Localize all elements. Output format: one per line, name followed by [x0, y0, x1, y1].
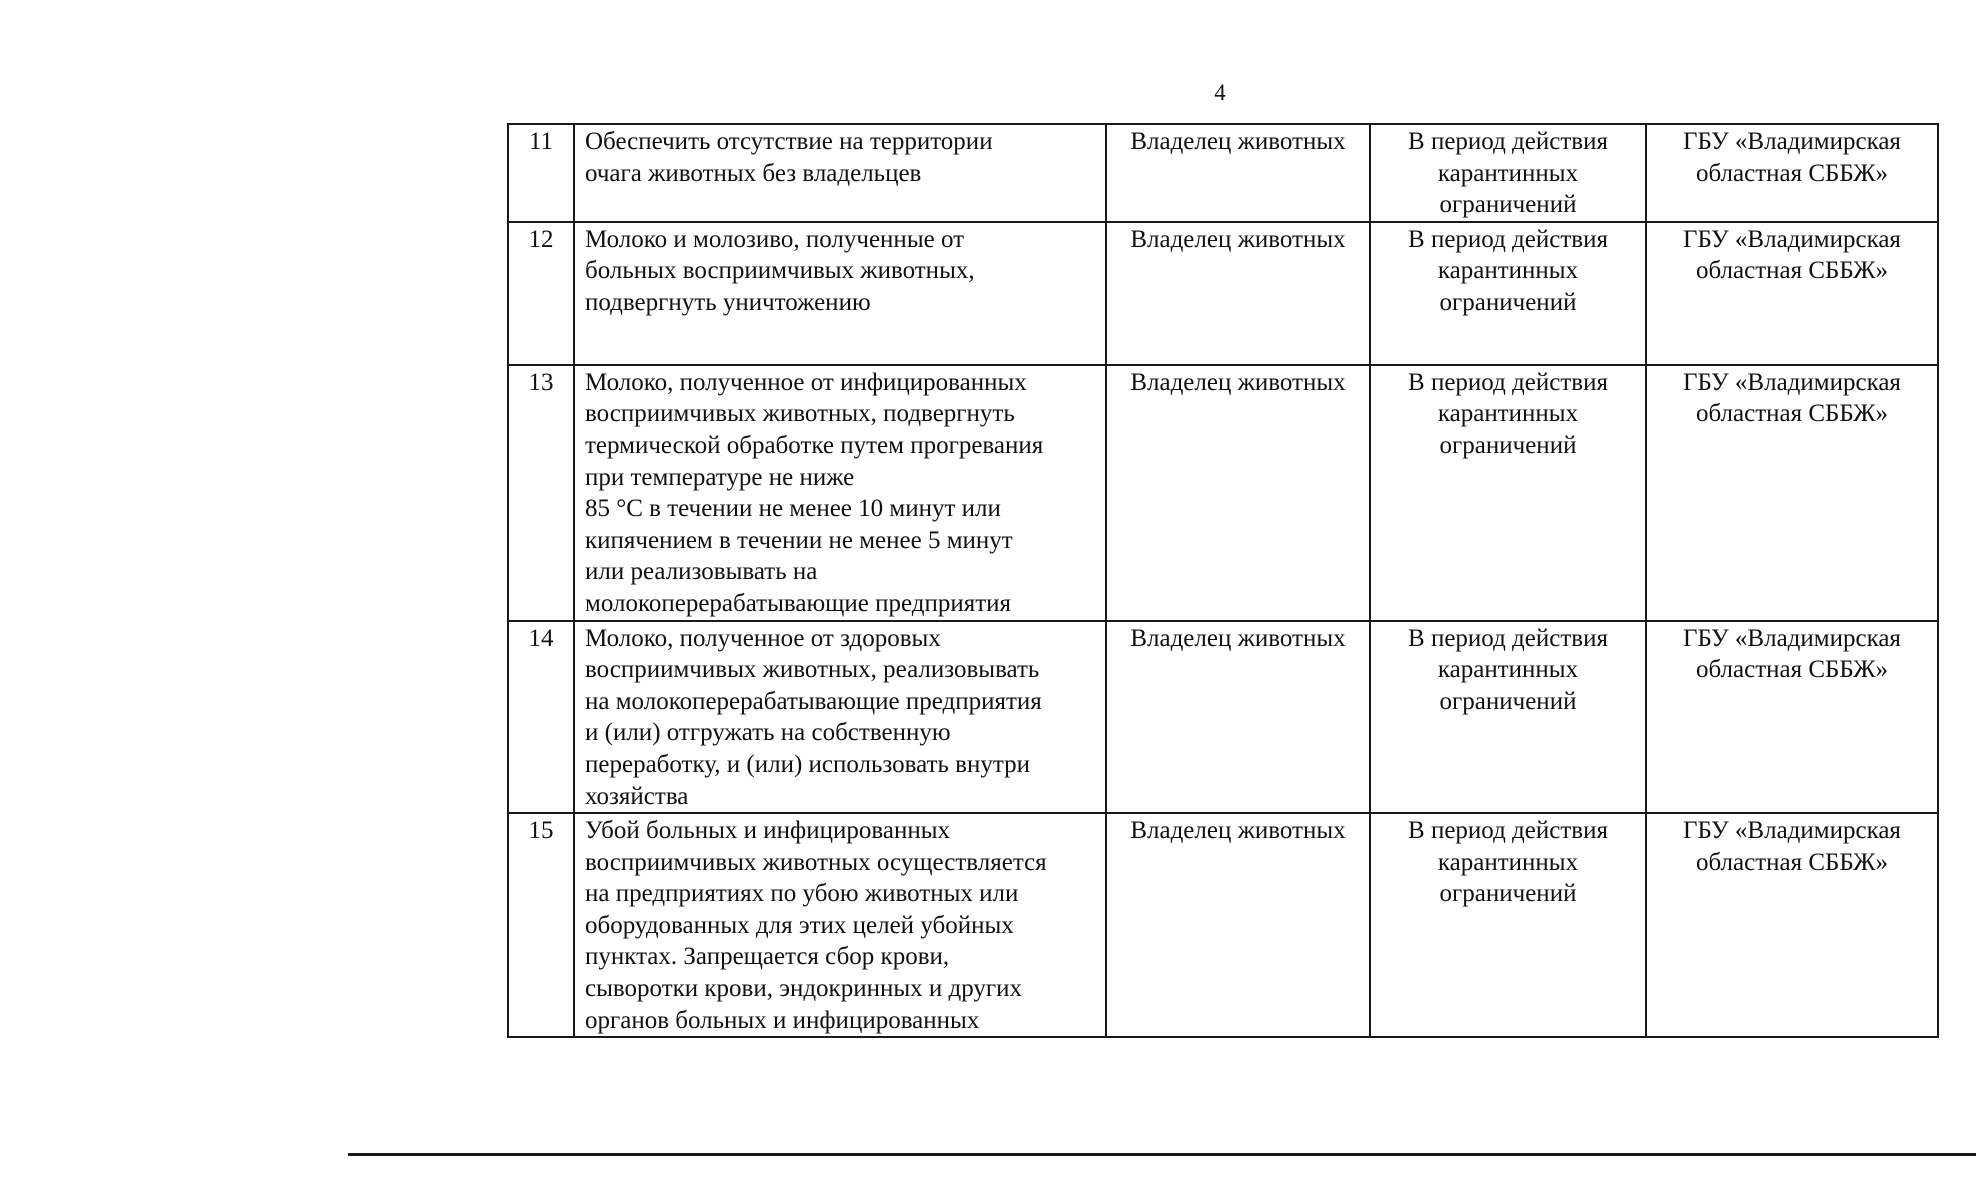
- table-row: [508, 222, 1938, 365]
- measure-cell: Молоко, полученное от здоровых восприимчивых животных, реализовывать на молокоперерабатывающие предприятия и (или) отгружать на собственную переработку, и (или) использовать внутри хозяйства: [574, 621, 1106, 814]
- row-number-cell: 13: [508, 365, 574, 621]
- responsible-cell: Владелец животных: [1106, 621, 1370, 814]
- table-row: [508, 813, 1938, 1037]
- row-number-cell: 11: [508, 124, 574, 222]
- measure-cell: Молоко, полученное от инфицированных восприимчивых животных, подвергнуть термической обработке путем прогревания при температуре не ниже 85 °С в течении не менее 10 минут или кипячением в течении не менее 5 минут или реализовывать на молокоперерабатывающие предприятия: [574, 365, 1106, 621]
- term-cell: В период действия карантинных ограничений: [1370, 222, 1646, 365]
- executor-cell: ГБУ «Владимирская областная СББЖ»: [1646, 813, 1938, 1037]
- table-row: [508, 365, 1938, 621]
- executor-cell: ГБУ «Владимирская областная СББЖ»: [1646, 365, 1938, 621]
- bottom-divider: [348, 1153, 1976, 1156]
- row-number-cell: 15: [508, 813, 574, 1037]
- term-cell: В период действия карантинных ограничений: [1370, 621, 1646, 814]
- responsible-cell: Владелец животных: [1106, 124, 1370, 222]
- table-row: [508, 621, 1938, 814]
- measure-cell: Молоко и молозиво, полученные от больных восприимчивых животных, подвергнуть уничтожению: [574, 222, 1106, 365]
- measure-cell: Обеспечить отсутствие на территории очага животных без владельцев: [574, 124, 1106, 222]
- term-cell: В период действия карантинных ограничений: [1370, 813, 1646, 1037]
- responsible-cell: Владелец животных: [1106, 222, 1370, 365]
- term-cell: В период действия карантинных ограничений: [1370, 124, 1646, 222]
- row-number-cell: 12: [508, 222, 574, 365]
- measures-table: [507, 123, 1939, 1038]
- table-row: [508, 124, 1938, 222]
- page-number: 4: [1214, 80, 1226, 105]
- row-number-cell: 14: [508, 621, 574, 814]
- executor-cell: ГБУ «Владимирская областная СББЖ»: [1646, 222, 1938, 365]
- responsible-cell: Владелец животных: [1106, 813, 1370, 1037]
- responsible-cell: Владелец животных: [1106, 365, 1370, 621]
- term-cell: В период действия карантинных ограничений: [1370, 365, 1646, 621]
- measure-cell: Убой больных и инфицированных восприимчивых животных осуществляется на предприятиях по убою животных или оборудованных для этих целей убойных пунктах. Запрещается сбор крови, сыворотки крови, эндокринных и других органов больных и инфицированных: [574, 813, 1106, 1037]
- executor-cell: ГБУ «Владимирская областная СББЖ»: [1646, 621, 1938, 814]
- executor-cell: ГБУ «Владимирская областная СББЖ»: [1646, 124, 1938, 222]
